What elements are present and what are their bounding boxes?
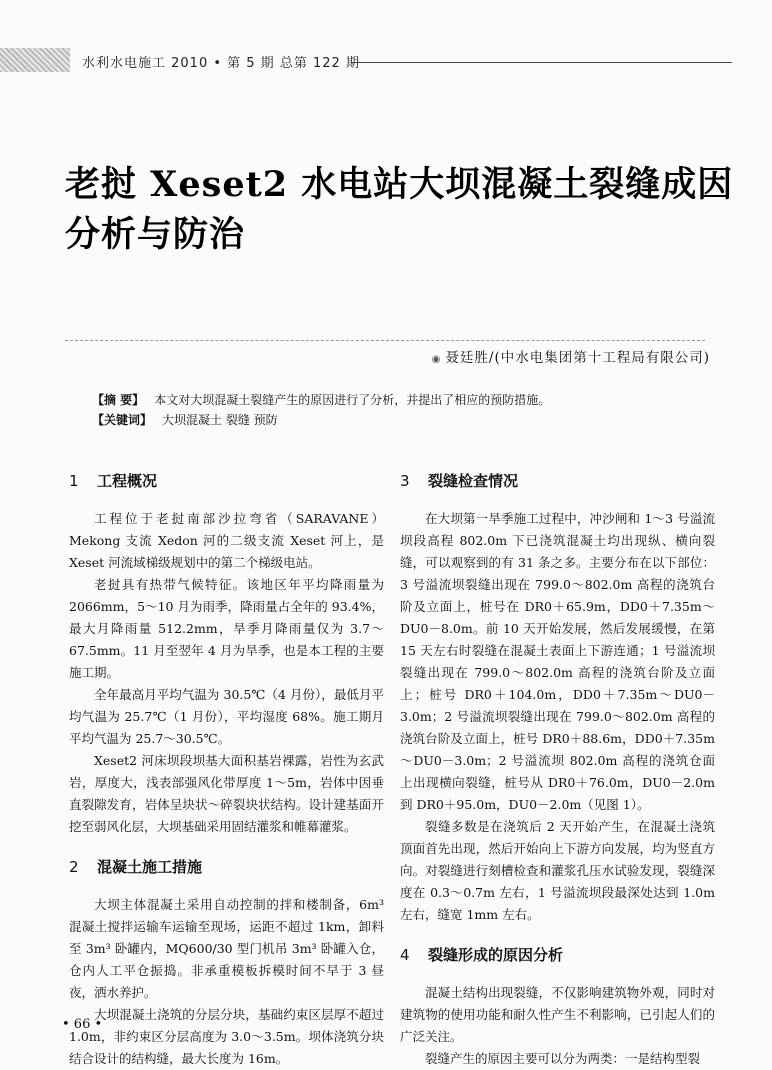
keywords-text: 大坝混凝土 裂缝 预防 (162, 413, 278, 427)
author-divider (65, 340, 705, 341)
section-2-paragraph: 大坝主体混凝土采用自动控制的拌和楼制备，6m³ 混凝土搅拌运输车运输至现场，运距不超过 1km，卸料至 3m³ 卧罐内，MQ600/30 型门机吊 3m³ 卧罐入仓，仓内人工平仓振捣。非承重模板拆模时间不早于 3 昼夜，洒水养护。 (69, 897, 384, 1000)
header-rule (352, 62, 732, 63)
title-line-1: 老挝 Xeset2 水电站大坝混凝土裂缝成因 (65, 164, 734, 205)
title-line-2: 分析与防治 (65, 214, 246, 255)
section-4-paragraph: 混凝土结构出现裂缝，不仅影响建筑物外观，同时对建筑物的使用功能和耐久性产生不利影响，已引起人们的广泛关注。 (400, 985, 715, 1044)
page-number: • 66 • (62, 1017, 103, 1032)
author-text: 聂廷胜/(中水电集团第十工程局有限公司) (445, 350, 710, 366)
section-4-paragraph: 裂缝产生的原因主要可以分为两类：一是结构型裂 (425, 1051, 701, 1066)
section-4-heading: 4 裂缝形成的原因分析 (400, 946, 564, 964)
section-1-paragraph: 老挝具有热带气候特征。该地区年平均降雨量为 2066mm，5～10 月为雨季，降雨量占全年的 93.4%，最大月降雨量 512.2mm，旱季月降雨量仅为 3.7～67.5mm。11 月至翌年 4 月为旱季，也是本工程的主要施工期。 (69, 577, 384, 680)
abstract-block (92, 390, 732, 430)
author-line (432, 346, 710, 366)
section-2-paragraph: 大坝混凝土浇筑的分层分块，基础约束区层厚不超过 1.0m，非约束区分层高度为 3.0～3.5m。坝体浇筑分块结合设计的结构缝，最大长度为 16m。 (69, 1007, 384, 1066)
keywords-row (92, 410, 732, 430)
section-1-heading: 1 工程概况 (69, 472, 158, 490)
section-1-paragraph: Xeset2 河床坝段坝基大面积基岩裸露，岩性为玄武岩，厚度大，浅表部强风化带厚度 1～5m，岩体中因垂直裂隙发育，岩体呈块状～碎裂块状结构。设计建基面开挖至弱风化层，大坝基础采用固结灌浆和帷幕灌浆。 (69, 753, 384, 834)
abstract-row (92, 390, 732, 410)
abstract-label: 【摘 要】 (92, 393, 145, 407)
section-3-heading: 3 裂缝检查情况 (400, 472, 519, 490)
header-decoration (0, 48, 70, 72)
running-header (0, 46, 772, 76)
right-column (400, 470, 715, 1070)
section-1-paragraph: 全年最高月平均气温为 30.5℃（4 月份），最低月平均气温为 25.7℃（1 月份），平均湿度 68%。施工期月平均气温为 25.7～30.5℃。 (69, 687, 384, 746)
journal-info: 水利水电施工 2010 • 第 5 期 总第 122 期 (82, 56, 360, 71)
section-1-paragraph: 工程位于老挝南部沙拉弯省（SARAVANE）Mekong 支流 Xedon 河的二级支流 Xeset 河上，是 Xeset 河流域梯级规划中的第二个梯级电站。 (69, 511, 384, 570)
abstract-text: 本文对大坝混凝土裂缝产生的原因进行了分析，并提出了相应的预防措施。 (154, 393, 551, 407)
author-marker-icon: ◉ (431, 354, 442, 365)
article-title (65, 160, 745, 260)
section-3-paragraph: 裂缝多数是在浇筑后 2 天开始产生，在混凝土浇筑顶面首先出现，然后开始向上下游方向发展，均为竖直方向。对裂缝进行刻槽检查和灌浆孔压水试验发现，裂缝深度在 0.3～0.7m 左右，1 号溢流坝段最深处达到 1.0m 左右，缝宽 1mm 左右。 (400, 819, 715, 922)
section-2-heading: 2 混凝土施工措施 (69, 858, 203, 876)
left-column (69, 470, 384, 1070)
section-3-paragraph: 在大坝第一旱季施工过程中，冲沙闸和 1～3 号溢流坝段高程 802.0m 下已浇筑混凝土均出现纵、横向裂缝，可以观察到的有 31 条之多。主要分布在以下部位：3 号溢流坝裂缝出现在 799.0～802.0m 高程的浇筑台阶及立面上，桩号在 DR0＋65.9m，DD0＋7.35m～DU0－8.0m。前 10 天开始发展，然后发展缓慢，在第 15 天左右时裂缝在混凝土表面上下游连通；1 号溢流坝裂缝出现在 799.0～802.0m 高程的浇筑台阶及立面上；桩号 DR0＋104.0m，DD0＋7.35m～DU0－3.0m；2 号溢流坝裂缝出现在 799.0～802.0m 高程的浇筑台阶及立面上，桩号 DR0＋88.6m，DD0＋7.35m～DU0－3.0m；2 号溢流坝 802.0m 高程的浇筑仓面上出现横向裂缝，桩号从 DR0＋76.0m，DU0－2.0m 到 DR0＋95.0m，DU0－2.0m（见图 1）。 (400, 511, 715, 812)
keywords-label: 【关键词】 (92, 413, 153, 427)
